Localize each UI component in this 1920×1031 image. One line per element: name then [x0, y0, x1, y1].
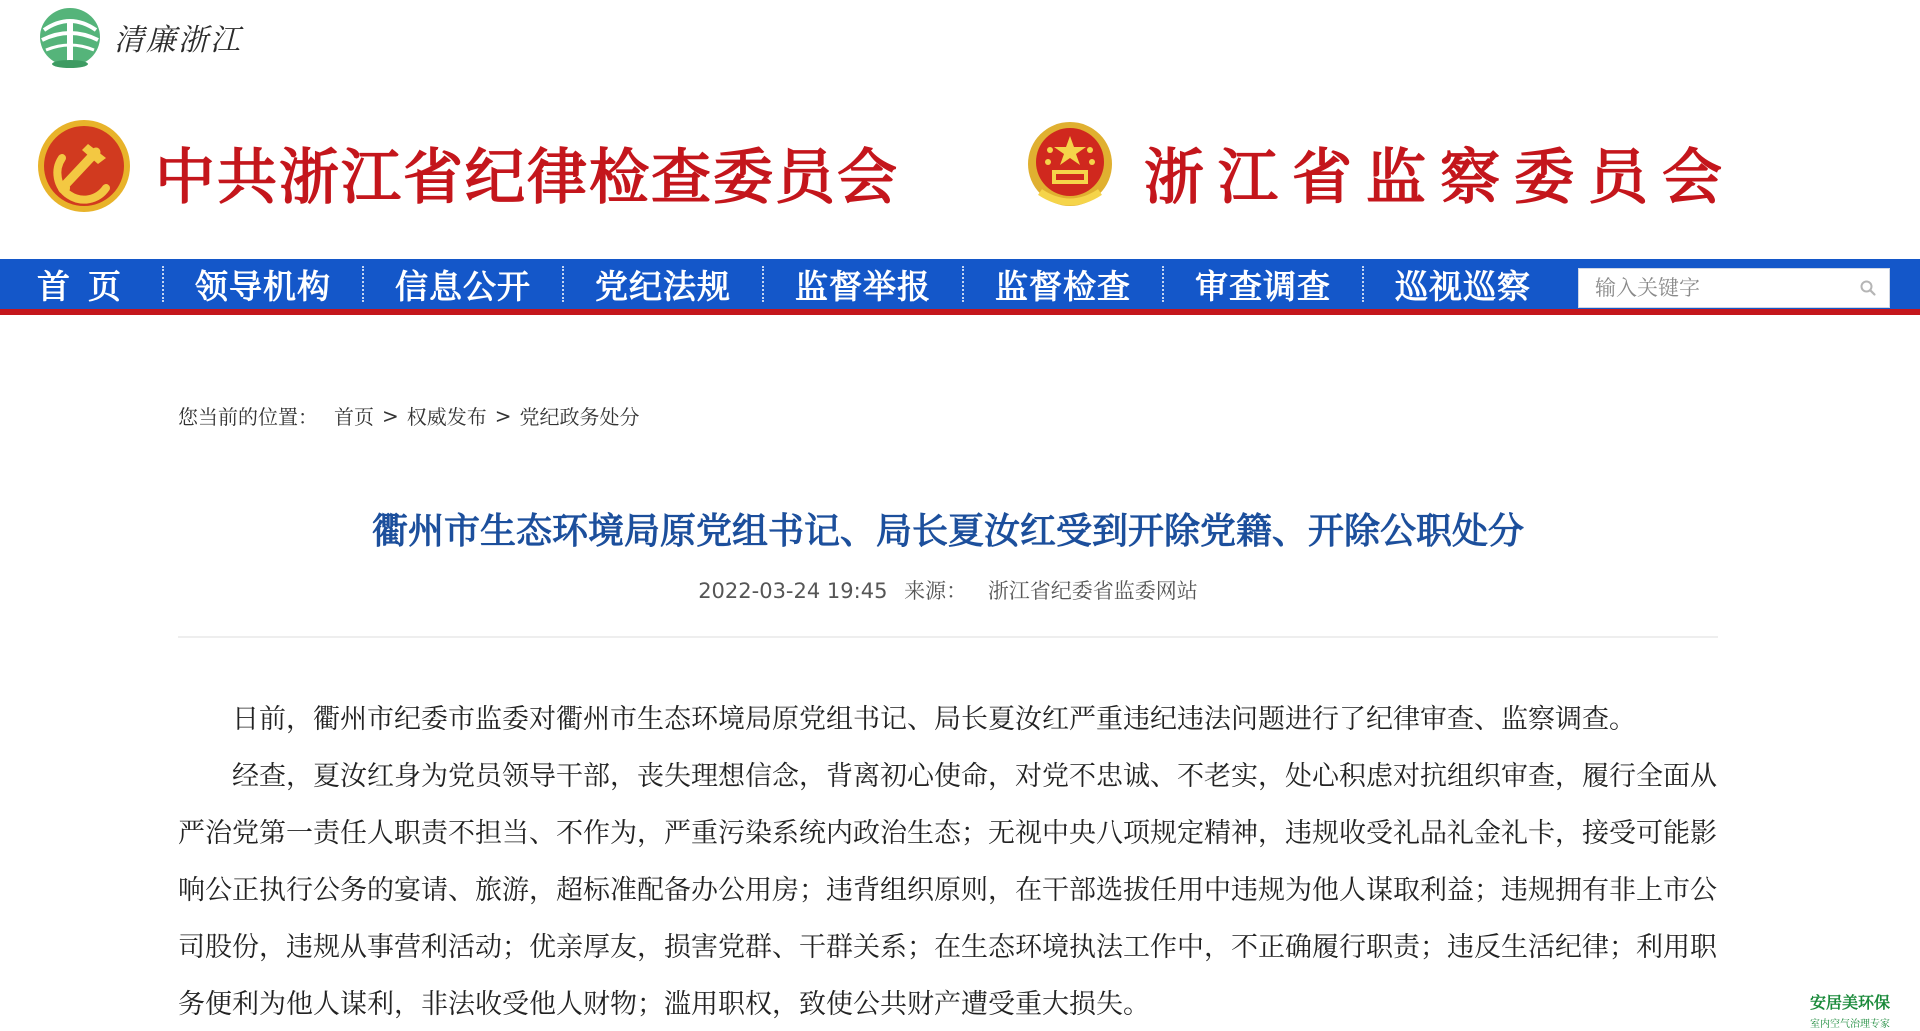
- article-title: 衢州市生态环境局原党组书记、局长夏汝红受到开除党籍、开除公职处分: [371, 511, 1524, 552]
- breadcrumb: [178, 401, 640, 430]
- nav-item-leadership[interactable]: 领导机构: [195, 266, 331, 306]
- site-logo[interactable]: [34, 4, 242, 70]
- logo-text: 清廉浙江: [114, 23, 242, 58]
- breadcrumb-discipline-punishment[interactable]: 党纪政务处分: [519, 405, 640, 429]
- nav-item-home[interactable]: 首页: [37, 266, 139, 306]
- nav-list: [0, 259, 1562, 309]
- search-input[interactable]: [1579, 269, 1849, 307]
- search-icon: [1859, 279, 1877, 297]
- article-body: [178, 691, 1718, 1031]
- watermark-subtitle: 室内空气治理专家: [1810, 1019, 1890, 1030]
- nav-item-info-disclosure[interactable]: 信息公开: [395, 266, 531, 306]
- breadcrumb-label: 您当前的位置：: [178, 405, 318, 429]
- title-divider: [178, 636, 1718, 638]
- search-box: [1578, 268, 1890, 308]
- party-emblem-icon: [36, 118, 132, 214]
- search-button[interactable]: [1849, 269, 1887, 307]
- national-emblem-icon: [1026, 120, 1114, 212]
- breadcrumb-separator: >: [382, 403, 399, 428]
- nav-item-party-regulations[interactable]: 党纪法规: [595, 266, 731, 306]
- header-banner: [0, 90, 1920, 255]
- breadcrumb-authority-release[interactable]: 权威发布: [406, 405, 487, 429]
- article-paragraph: 经查，夏汝红身为党员领导干部，丧失理想信念，背离初心使命，对党不忠诚、不老实，处心积虑对抗组织审查，履行全面从严治党第一责任人职责不担当、不作为，严重污染系统内政治生态；无视中央八项规定精神，违规收受礼品礼金礼卡，接受可能影响公正执行公务的宴请、旅游，超标准配备办公用房；违背组织原则，在干部选拔任用中违规为他人谋取利益；违规拥有非上市公司股份，违规从事营利活动；优亲厚友，损害党群、干群关系；在生态环境执法工作中，不正确履行职责；违反生活纪律；利用职务便利为他人谋利，非法收受他人财物；滥用职权，致使公共财产遭受重大损失。: [178, 761, 1717, 1020]
- watermark-title: 安居美环保: [1809, 993, 1890, 1012]
- corner-watermark: [1790, 990, 1910, 1030]
- article-meta: [178, 575, 1718, 605]
- commission-title: 中共浙江省纪律检查委员会: [155, 143, 899, 213]
- nav-item-report[interactable]: 监督举报: [795, 266, 931, 306]
- nav-item-supervision[interactable]: 监督检查: [995, 266, 1131, 306]
- article-datetime: 2022-03-24 19:45: [698, 579, 888, 603]
- article-source: 浙江省纪委省监委网站: [987, 579, 1198, 603]
- breadcrumb-separator: >: [494, 403, 512, 428]
- supervision-title: 浙江省监察委员会: [1144, 143, 1736, 213]
- main-navbar: [0, 259, 1920, 315]
- nav-item-inspection[interactable]: 巡视巡察: [1395, 266, 1531, 306]
- breadcrumb-home[interactable]: 首页: [334, 405, 374, 429]
- article-paragraph: 日前，衢州市纪委市监委对衢州市生态环境局原党组书记、局长夏汝红严重违纪违法问题进行了纪律审查、监察调查。: [232, 704, 1636, 735]
- article-source-label: 来源：: [904, 579, 968, 603]
- nav-item-investigation[interactable]: 审查调查: [1195, 266, 1331, 306]
- qinglian-zhejiang-logo-icon: [34, 4, 106, 70]
